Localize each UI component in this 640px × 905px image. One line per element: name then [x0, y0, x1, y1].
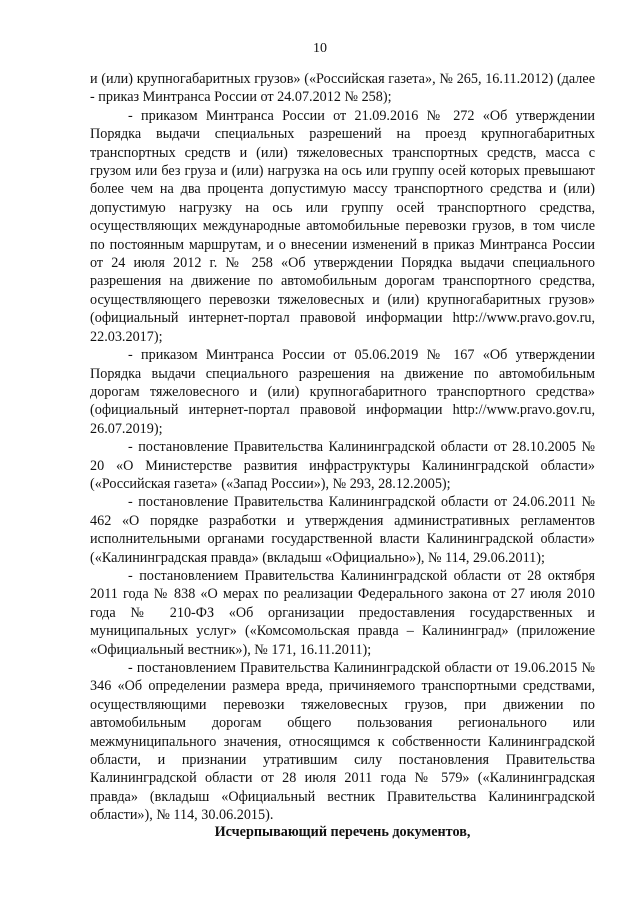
paragraph-resolution-20: - постановление Правительства Калининградской области от 28.10.2005 № 20 «О Министерстве развития инфраструктуры Калининградской области» («Российская газета» («Запад России»), № 293, 28.12.2005); [90, 439, 595, 492]
document-body [90, 70, 595, 825]
paragraph-resolution-462: - постановление Правительства Калининградской области от 24.06.2011 № 462 «О порядке разработки и утверждения административных регламентов исполнительными органами государственной власти Калининградской области» («Калининградская правда» (вкладыш «Официально»), № 114, 29.06.2011); [90, 494, 595, 566]
section-heading: Исчерпывающий перечень документов, [214, 824, 471, 840]
paragraph-order-272: - приказом Минтранса России от 21.09.2016 № 272 «Об утверждении Порядка выдачи специальных разрешений на проезд крупногабаритных транспортных средств и (или) тяжеловесных транспортных средств, масса с грузом или без груза и (или) нагрузка на ось или группу осей которых превышают более чем на два процента допустимую массу транспортного средства и (или) допустимую нагрузку на ось или группу осей транспортного средства, осуществляющих международные автомобильные перевозки грузов, в том числе по постоянным маршрутам, и о внесении изменений в приказ Минтранса России от 24 июля 2012 г. № 258 «Об утверждении Порядка выдачи специального разрешения на движение по автомобильным дорогам транспортного средства, осуществляющего перевозки тяжеловесных и (или) крупногабаритных грузов» (официальный интернет-портал правовой информации http://www.pravo.gov.ru, 22.03.2017); [90, 107, 595, 345]
page-number: 10 [313, 41, 327, 56]
paragraph-resolution-838: - постановлением Правительства Калининградской области от 28 октября 2011 года № 838 «О мерах по реализации Федерального закона от 27 июля 2010 года № 210-ФЗ «Об организации предоставления государственных и муниципальных услуг» («Комсомольская правда – Калининград» (приложение «Официальный вестник»), № 171, 16.11.2011); [90, 567, 595, 658]
paragraph-order-167: - приказом Минтранса России от 05.06.2019 № 167 «Об утверждении Порядка выдачи специального разрешения на движение по автомобильным дорогам тяжеловесного и (или) крупногабаритного транспортного средства» (официальный интернет-портал правовой информации http://www.pravo.gov.ru, 26.07.2019); [90, 347, 595, 437]
paragraph-continuation: и (или) крупногабаритных грузов» («Российская газета», № 265, 16.11.2012) (далее - приказ Минтранса России от 24.07.2012 № 258); [90, 71, 595, 106]
paragraph-resolution-346: - постановлением Правительства Калининградской области от 19.06.2015 № 346 «Об определении размера вреда, причиняемого транспортными средствами, осуществляющими перевозки тяжеловесных грузов, при движении по автомобильным дорогам общего пользования регионального или межмуниципального значения, относящимся к собственности Калининградской области, и признании утратившим силу постановления Правительства Калининградской области от 28 июля 2011 года № 579» («Калининградская правда» (вкладыш «Официальный вестник Правительства Калининградской области»), № 114, 30.06.2015). [90, 660, 595, 824]
